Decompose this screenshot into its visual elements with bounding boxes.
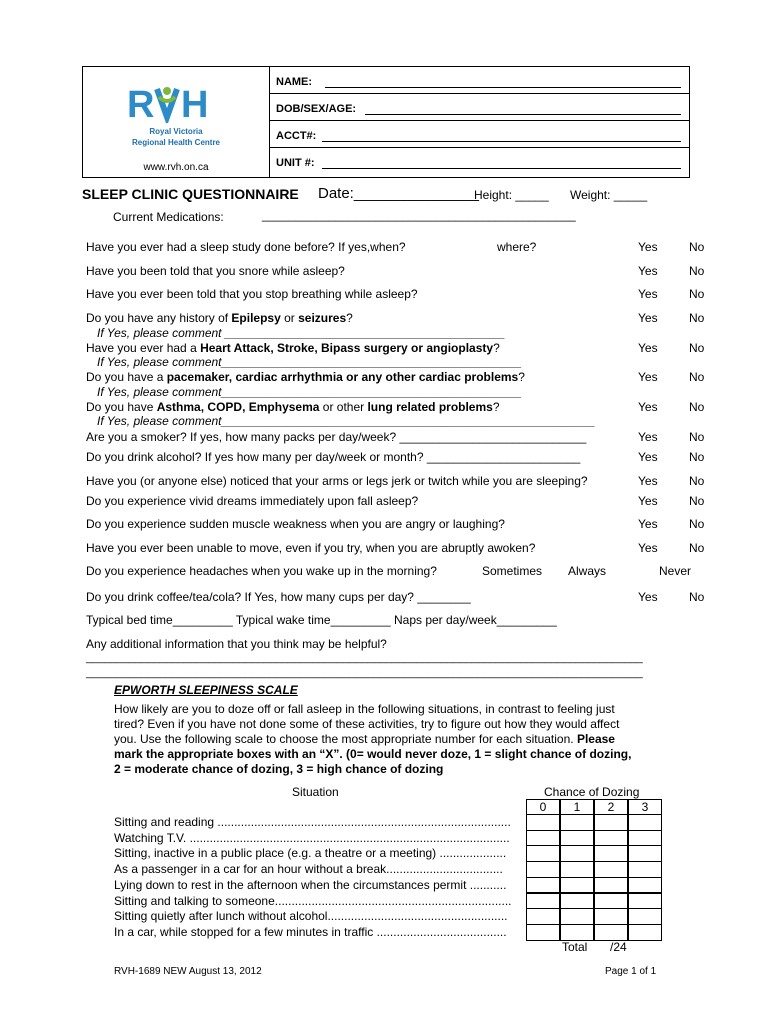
score-cell[interactable]: [560, 877, 594, 894]
score-header-1: [560, 799, 594, 814]
question-cardiac: [86, 370, 525, 384]
intro-text: you. Use the following scale to choose the most appropriate number for each situation.: [114, 732, 577, 746]
no-option[interactable]: No: [689, 287, 705, 301]
comment-line[interactable]: If Yes, please comment __________________________________________: [97, 326, 506, 340]
yes-option[interactable]: Yes: [638, 264, 658, 278]
form-id: RVH-1689 NEW August 13, 2012: [114, 966, 262, 977]
question-sleep-paralysis: Have you ever been unable to move, even if you try, when you are abruptly awoken?: [86, 541, 536, 555]
q-text: ?: [492, 400, 500, 414]
acct-field-row[interactable]: [270, 121, 689, 148]
question-sleep-study: Have you ever had a sleep study done before? If yes,when?: [86, 240, 406, 254]
yes-option[interactable]: Yes: [638, 287, 658, 301]
score-cell[interactable]: [628, 861, 662, 878]
score-cell[interactable]: [526, 830, 560, 847]
score-cell[interactable]: [560, 830, 594, 847]
yes-option[interactable]: Yes: [638, 430, 658, 444]
no-option[interactable]: No: [689, 240, 705, 254]
score-cell[interactable]: [560, 908, 594, 925]
score-3: 3: [641, 800, 649, 814]
situation-header: Situation: [292, 785, 339, 799]
situation-row: Lying down to rest in the afternoon when the circumstances permit ...........: [114, 877, 507, 892]
score-cell[interactable]: [594, 908, 628, 925]
total-value[interactable]: /24: [610, 940, 627, 954]
dob-line[interactable]: [365, 114, 681, 115]
name-field-row[interactable]: [270, 67, 689, 94]
situation-row: Sitting, inactive in a public place (e.g. a theatre or a meeting) ....................: [114, 846, 507, 861]
question-caffeine: Do you drink coffee/tea/cola? If Yes, how many cups per day? ________: [86, 590, 471, 604]
score-header-0: [526, 799, 560, 814]
score-cell[interactable]: [526, 893, 560, 910]
score-header-2: [594, 799, 628, 814]
q-bold: Heart Attack, Stroke, Bipass surgery or angioplasty: [200, 341, 494, 355]
no-option[interactable]: No: [689, 341, 705, 355]
situation-row: As a passenger in a car for an hour without a break...................................: [114, 862, 503, 877]
score-cell[interactable]: [594, 924, 628, 941]
acct-label: ACCT#:: [276, 130, 317, 142]
score-cell[interactable]: [594, 830, 628, 847]
score-header-3: [628, 799, 662, 814]
situation-row: Sitting and talking to someone.......................................................................: [114, 893, 512, 908]
score-cell[interactable]: [628, 908, 662, 925]
form-title: SLEEP CLINIC QUESTIONNAIRE: [82, 186, 299, 202]
question-muscle-weakness: Do you experience sudden muscle weakness when you are angry or laughing?: [86, 517, 505, 531]
epworth-instructions: 2 = moderate chance of dozing, 3 = high chance of dozing: [114, 762, 444, 776]
acct-line[interactable]: [322, 141, 681, 142]
score-cell[interactable]: [560, 924, 594, 941]
question-headaches: Do you experience headaches when you wake up in the morning?: [86, 564, 437, 578]
score-cell[interactable]: [526, 908, 560, 925]
yes-option[interactable]: Yes: [638, 517, 658, 531]
no-option[interactable]: No: [689, 517, 705, 531]
q-bold: Asthma, COPD, Emphysema: [156, 400, 320, 414]
chance-header: Chance of Dozing: [544, 785, 640, 799]
yes-option[interactable]: Yes: [638, 341, 658, 355]
never-option[interactable]: Never: [659, 564, 692, 578]
q-text: or: [280, 311, 299, 325]
epworth-intro: [114, 732, 615, 746]
score-cell[interactable]: [560, 845, 594, 862]
q-text: ?: [518, 370, 525, 384]
date-field[interactable]: Date:_______________: [318, 185, 479, 202]
epworth-title: EPWORTH SLEEPINESS SCALE: [114, 683, 298, 697]
logo-area: [83, 67, 270, 177]
score-cell[interactable]: [594, 893, 628, 910]
q-text: or other: [319, 400, 368, 414]
sleep-times-fields[interactable]: Typical bed time_________ Typical wake time_________ Naps per day/week_________: [86, 613, 557, 627]
q-text: Do you have a: [86, 370, 167, 384]
score-0: 0: [539, 800, 547, 814]
comment-line[interactable]: If Yes, please comment________________________________________________________: [97, 414, 596, 428]
question-stop-breathing: Have you ever been told that you stop breathing while asleep?: [86, 287, 418, 301]
no-option[interactable]: No: [689, 450, 705, 464]
score-cell[interactable]: [526, 877, 560, 894]
yes-option[interactable]: Yes: [638, 400, 658, 414]
name-label: NAME:: [276, 76, 313, 88]
score-cell[interactable]: [526, 861, 560, 878]
q-text: ?: [346, 311, 353, 325]
unit-label: UNIT #:: [276, 157, 315, 169]
weight-field[interactable]: Weight: _____: [570, 188, 648, 202]
score-cell[interactable]: [526, 845, 560, 862]
yes-option[interactable]: Yes: [638, 590, 658, 604]
score-cell[interactable]: [628, 877, 662, 894]
score-cell[interactable]: [628, 845, 662, 862]
no-option[interactable]: No: [689, 474, 705, 488]
no-option[interactable]: No: [689, 494, 705, 508]
no-option[interactable]: No: [689, 311, 705, 325]
patient-info-box: [82, 66, 690, 178]
comment-line[interactable]: If Yes, please comment_____________________________________________: [97, 385, 522, 399]
no-option[interactable]: No: [689, 590, 705, 604]
yes-option[interactable]: Yes: [638, 494, 658, 508]
question-limb-jerk: Have you (or anyone else) noticed that your arms or legs jerk or twitch while you are sleeping?: [86, 474, 588, 488]
question-vivid-dreams: Do you experience vivid dreams immediately upon fall asleep?: [86, 494, 419, 508]
no-option[interactable]: No: [689, 400, 705, 414]
medications-line[interactable]: _______________________________________________: [262, 208, 576, 222]
total-label: Total: [562, 940, 588, 954]
q-bold: lung related problems: [367, 400, 493, 414]
score-cell[interactable]: [560, 893, 594, 910]
epworth-instructions: mark the appropriate boxes with an “X”. (0= would never doze, 1 = slight chance of dozing,: [114, 747, 632, 761]
unit-field-row[interactable]: [270, 148, 689, 176]
org-name-line1: Royal Victoria: [149, 127, 203, 136]
question-smoker: Are you a smoker? If yes, how many packs per day/week? ____________________________: [86, 430, 587, 444]
epworth-intro: How likely are you to doze off or fall asleep in the following situations, in contrast to feeling just: [114, 702, 615, 716]
yes-option[interactable]: Yes: [638, 370, 658, 384]
comment-line[interactable]: If Yes, please comment_____________________________________________: [97, 355, 522, 369]
yes-option[interactable]: Yes: [638, 541, 658, 555]
q-bold: pacemaker, cardiac arrhythmia or any other cardiac problems: [166, 370, 519, 384]
score-cell[interactable]: [594, 814, 628, 831]
no-option[interactable]: No: [689, 370, 705, 384]
yes-option[interactable]: Yes: [638, 474, 658, 488]
score-cell[interactable]: [628, 814, 662, 831]
org-name-line2: Regional Health Centre: [131, 138, 220, 147]
unit-line[interactable]: [322, 168, 681, 169]
score-cell[interactable]: [560, 814, 594, 831]
svg-text:R: R: [127, 84, 155, 123]
additional-info-label: Any additional information that you think may be helpful?: [86, 637, 387, 651]
yes-option[interactable]: Yes: [638, 240, 658, 254]
score-2: 2: [607, 800, 615, 814]
q-text: ?: [493, 341, 500, 355]
page-number: Page 1 of 1: [605, 966, 657, 977]
no-option[interactable]: No: [689, 264, 705, 278]
no-option[interactable]: No: [689, 430, 705, 444]
question-heart: [86, 341, 500, 355]
name-line[interactable]: [325, 87, 681, 88]
intro-bold: Please: [576, 732, 615, 746]
question-snore: Have you been told that you snore while asleep?: [86, 264, 345, 278]
score-cell[interactable]: [526, 814, 560, 831]
score-cell[interactable]: [526, 924, 560, 941]
score-cell[interactable]: [628, 830, 662, 847]
always-option[interactable]: Always: [568, 564, 607, 578]
question-sleep-study-where: where?: [497, 240, 537, 254]
score-cell[interactable]: [560, 861, 594, 878]
question-epilepsy: [86, 311, 353, 325]
additional-info-line[interactable]: ___________________________________________________________________________________________: [86, 667, 643, 679]
q-text: Do you have: [86, 400, 157, 414]
situation-row: Sitting quietly after lunch without alcohol......................................................: [114, 909, 508, 924]
q-text: Do you have any history of: [86, 311, 232, 325]
epworth-intro: tired? Even if you have not done some of these activities, try to figure out how they would affect: [114, 717, 620, 731]
dob-field-row[interactable]: [270, 94, 689, 121]
score-cell[interactable]: [628, 893, 662, 910]
rvh-logo-icon: [127, 83, 227, 123]
score-cell[interactable]: [594, 845, 628, 862]
additional-info-line[interactable]: ___________________________________________________________________________________________: [86, 652, 643, 664]
situation-row: Sitting and reading ........................................................................................: [114, 815, 511, 829]
score-cell[interactable]: [594, 861, 628, 878]
score-cell[interactable]: [594, 877, 628, 894]
svg-text:H: H: [181, 84, 209, 123]
question-alcohol: Do you drink alcohol? If yes how many per day/week or month? _______________________: [86, 450, 581, 464]
medications-label: Current Medications:: [113, 210, 224, 224]
q-bold: Epilepsy: [231, 311, 281, 325]
yes-option[interactable]: Yes: [638, 450, 658, 464]
q-text: Have you ever had a: [86, 341, 201, 355]
no-option[interactable]: No: [689, 541, 705, 555]
sometimes-option[interactable]: Sometimes: [482, 564, 543, 578]
height-field[interactable]: Height: _____: [474, 188, 549, 202]
score-1: 1: [573, 800, 581, 814]
situation-row: Watching T.V. ................................................................................................: [114, 830, 510, 845]
q-bold: seizures: [298, 311, 347, 325]
website: www.rvh.on.ca: [143, 162, 209, 173]
question-lung: [86, 400, 500, 414]
dob-label: DOB/SEX/AGE:: [276, 103, 357, 115]
situation-row: In a car, while stopped for a few minutes in traffic .......................................: [114, 924, 507, 939]
yes-option[interactable]: Yes: [638, 311, 658, 325]
score-cell[interactable]: [628, 924, 662, 941]
